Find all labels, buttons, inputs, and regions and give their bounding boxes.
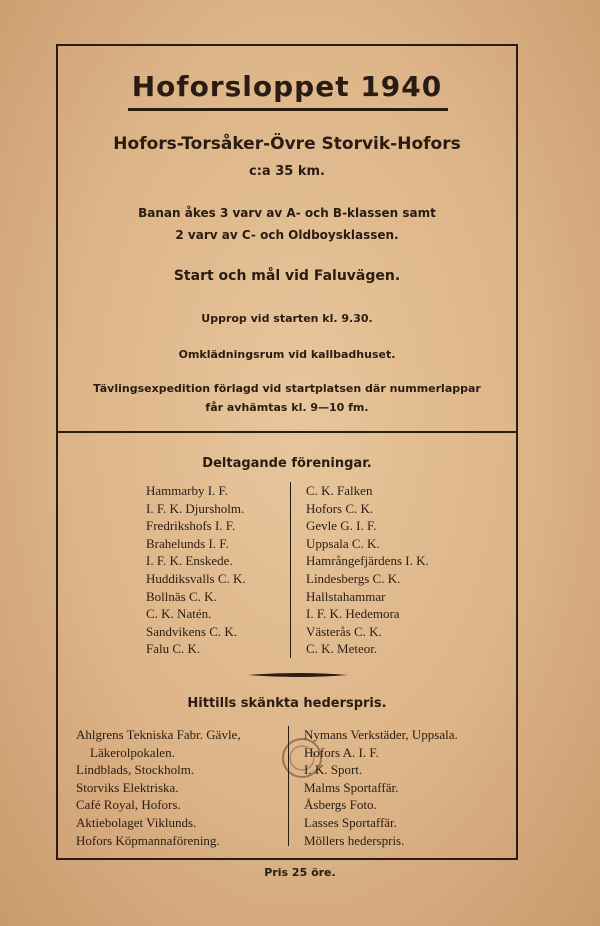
prizes-left-column [76,726,241,849]
list-item: Malms Sportaffär. [304,779,399,795]
clubs-column-divider [290,482,291,658]
clubs-heading: Deltagande föreningar. [202,456,372,471]
list-item: Sandvikens C. K. [146,623,237,639]
prizes-right-column [304,726,458,849]
list-item: Möllers hederspris. [304,832,405,848]
list-item: Nymans Verkstäder, Uppsala. [304,727,458,742]
list-item: Lindesbergs C. K. [306,570,401,586]
start-goal: Start och mål vid Faluvägen. [173,268,401,284]
list-item: Hamrångefjärdens I. K. [306,553,429,569]
list-item: C. K. Falken [306,483,373,498]
list-item: I. F. K. Djursholm. [146,500,245,516]
poster-title: Hoforsloppet 1940 [131,70,443,103]
list-item: Hofors C. K. [306,500,374,516]
list-item: I. F. K. Enskede. [146,553,233,569]
list-item: C. K. Meteor. [306,641,378,657]
title-underline [128,108,448,111]
list-item: Lasses Sportaffär. [304,814,397,830]
list-item: Huddiksvalls C. K. [146,570,246,586]
office-line-1: Tävlingsexpedition förlagd vid startplatsen där nummerlappar [93,382,481,395]
office-line-2: får avhämtas kl. 9—10 fm. [205,401,369,414]
list-item: I. F. K. Hedemora [306,606,400,622]
list-item: Åsbergs Foto. [304,797,377,813]
list-item: Hofors Köpmannaförening. [76,832,220,848]
clubs-left-column [146,482,246,658]
list-item: Café Royal, Hofors. [76,797,181,813]
section-divider [58,431,516,433]
list-item: Gevle G. I. F. [306,518,377,534]
list-item: Falu C. K. [146,641,201,657]
list-item: Västerås C. K. [306,623,382,639]
poster-frame [56,44,518,860]
list-item: Storviks Elektriska. [76,779,179,795]
list-item: Hallstahammar [306,588,386,604]
price: Pris 25 öre. [264,866,336,879]
list-item: Bollnäs C. K. [146,588,217,604]
ornament-rule-icon [248,672,348,678]
roll-call: Upprop vid starten kl. 9.30. [201,312,373,325]
list-item: Läkerolpokalen. [90,744,175,760]
list-item: I. K. Sport. [304,762,363,778]
laps-line-1: Banan åkes 3 varv av A- och B-klassen samt [138,206,436,220]
list-item: Hammarby I. F. [146,483,228,498]
list-item: Ahlgrens Tekniska Fabr. Gävle, [76,727,241,742]
list-item: Uppsala C. K. [306,535,380,551]
clubs-right-column [306,482,429,658]
prizes-heading: Hittills skänkta hederspris. [187,696,387,711]
list-item: Brahelunds I. F. [146,535,229,551]
route: Hofors-Torsåker-Övre Storvik-Hofors [113,134,461,154]
dressing-room: Omklädningsrum vid kallbadhuset. [178,348,396,361]
distance: c:a 35 km. [249,164,325,179]
list-item: Lindblads, Stockholm. [76,762,195,778]
list-item: Hofors A. I. F. [304,744,379,760]
list-item: Fredrikshofs I. F. [146,518,236,534]
laps-line-2: 2 varv av C- och Oldboysklassen. [175,228,399,242]
list-item: Aktiebolaget Viklunds. [76,814,197,830]
list-item: C. K. Natén. [146,606,212,622]
